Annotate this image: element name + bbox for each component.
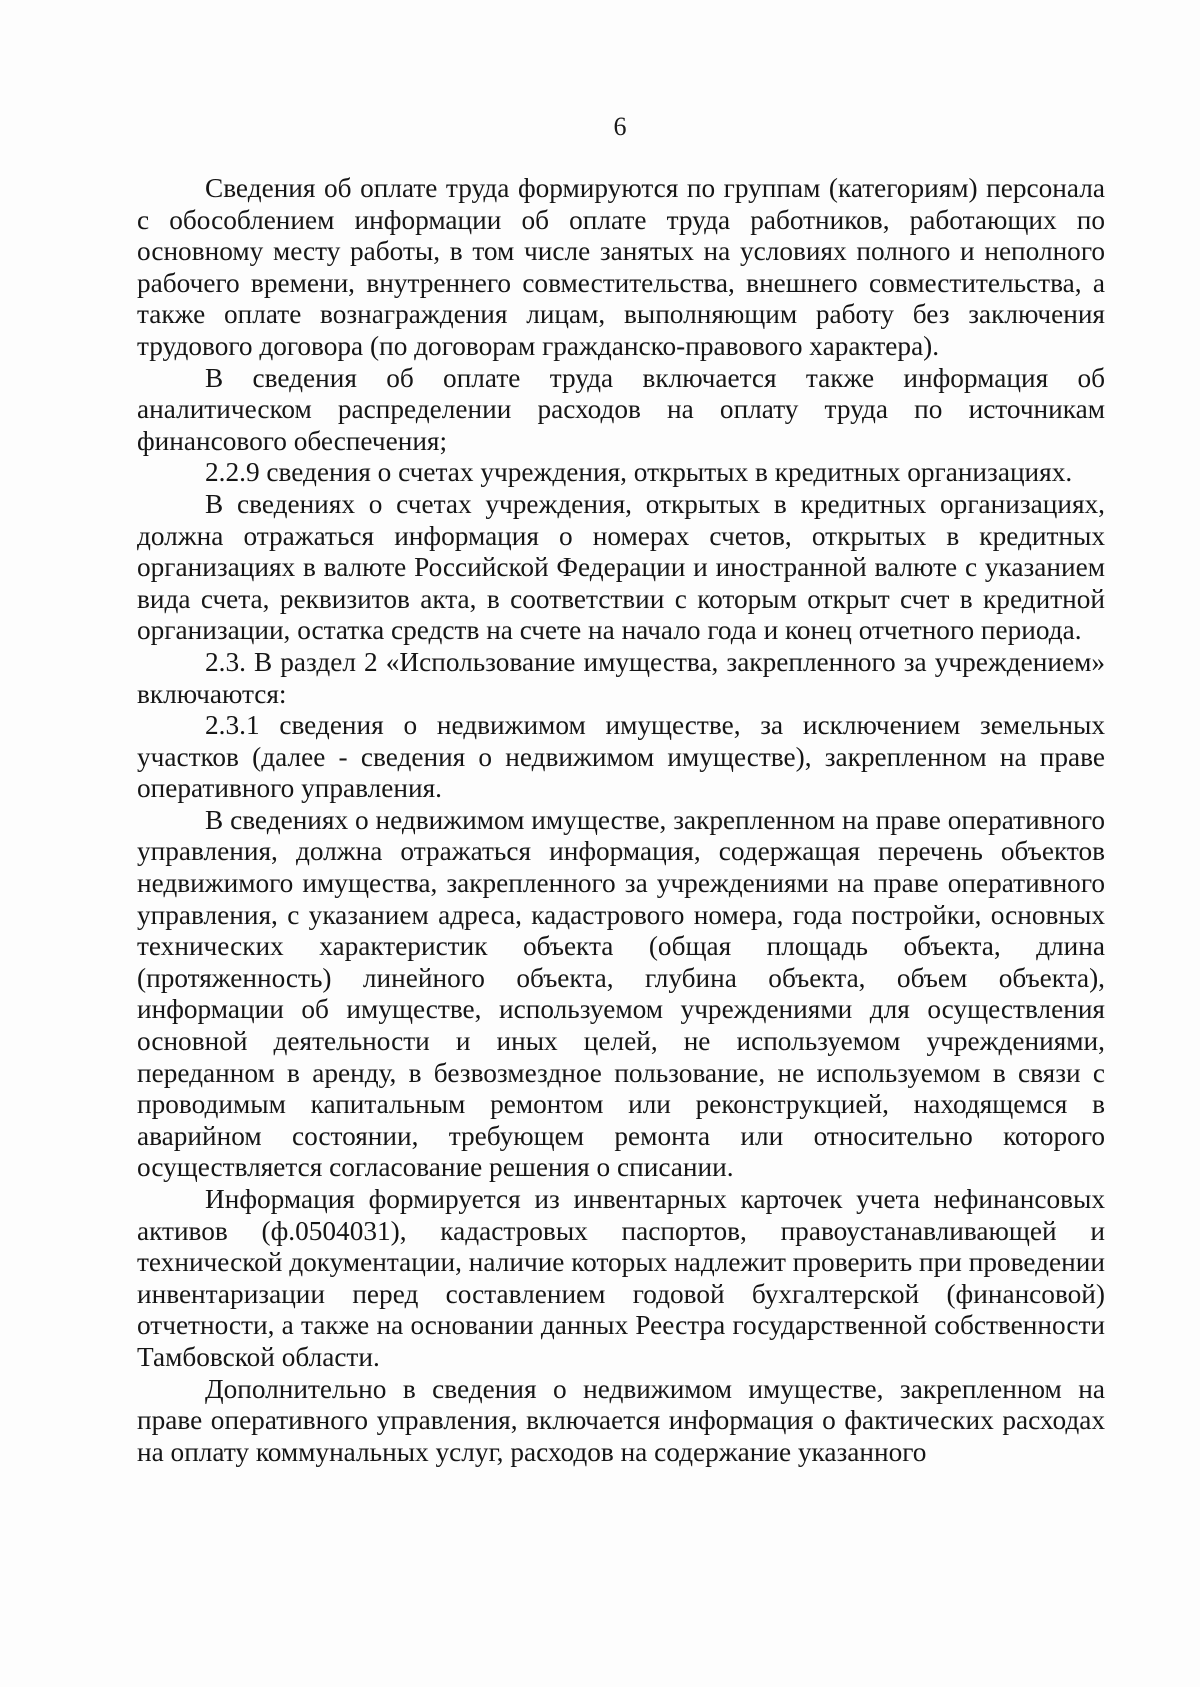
paragraph: В сведениях о недвижимом имуществе, закрепленном на праве оперативного управления, должна отражаться информация, содержащая перечень объектов недвижимого имущества, закрепленного за учреждениями на праве оперативного управления, с указанием адреса, кадастрового номера, года постройки, основных технических характеристик объекта (общая площадь объекта, длина (протяженность) линейного объекта, глубина объекта, объем объекта), информации об имуществе, используемом учреждениями для осуществления основной деятельности и иных целей, не используемом учреждениями, переданном в аренду, в безвозмездное пользование, не используемом в связи с проводимым капитальным ремонтом или реконструкцией, находящемся в аварийном состоянии, требующем ремонта или относительно которого осуществляется согласование решения о списании. bbox=[137, 804, 1105, 1183]
document-body bbox=[137, 173, 1105, 1468]
paragraph: Дополнительно в сведения о недвижимом имуществе, закрепленном на праве оперативного управления, включается информация о фактических расходах на оплату коммунальных услуг, расходов на содержание указанного bbox=[137, 1373, 1105, 1467]
paragraph: 2.3. В раздел 2 «Использование имущества, закрепленного за учреждением» включаются: bbox=[137, 646, 1105, 709]
paragraph: Сведения об оплате труда формируются по группам (категориям) персонала с обособлением информации об оплате труда работников, работающих по основному месту работы, в том числе занятых на условиях полного и неполного рабочего времени, внутреннего совместительства, внешнего совместительства, а также оплате вознаграждения лицам, выполняющим работу без заключения трудового договора (по договорам гражданско-правового характера). bbox=[137, 173, 1105, 361]
paragraph: В сведения об оплате труда включается также информация об аналитическом распределении расходов на оплату труда по источникам финансового обеспечения; bbox=[137, 362, 1105, 456]
paragraph: В сведениях о счетах учреждения, открытых в кредитных организациях, должна отражаться информация о номерах счетов, открытых в кредитных организациях в валюте Российской Федерации и иностранной валюте с указанием вида счета, реквизитов акта, в соответствии с которым открыт счет в кредитной организации, остатка средств на счете на начало года и конец отчетного периода. bbox=[137, 488, 1105, 646]
paragraph: 2.2.9 сведения о счетах учреждения, открытых в кредитных организациях. bbox=[205, 457, 1073, 488]
page-number: 6 bbox=[613, 112, 627, 141]
paragraph: Информация формируется из инвентарных карточек учета нефинансовых активов (ф.0504031), кадастровых паспортов, правоустанавливающей и технической документации, наличие которых надлежит проверить при проведении инвентаризации перед составлением годовой бухгалтерской (финансовой) отчетности, а также на основании данных Реестра государственной собственности Тамбовской области. bbox=[137, 1184, 1105, 1372]
paragraph: 2.3.1 сведения о недвижимом имуществе, за исключением земельных участков (далее - сведения о недвижимом имуществе), закрепленном на праве оперативного управления. bbox=[137, 710, 1105, 804]
